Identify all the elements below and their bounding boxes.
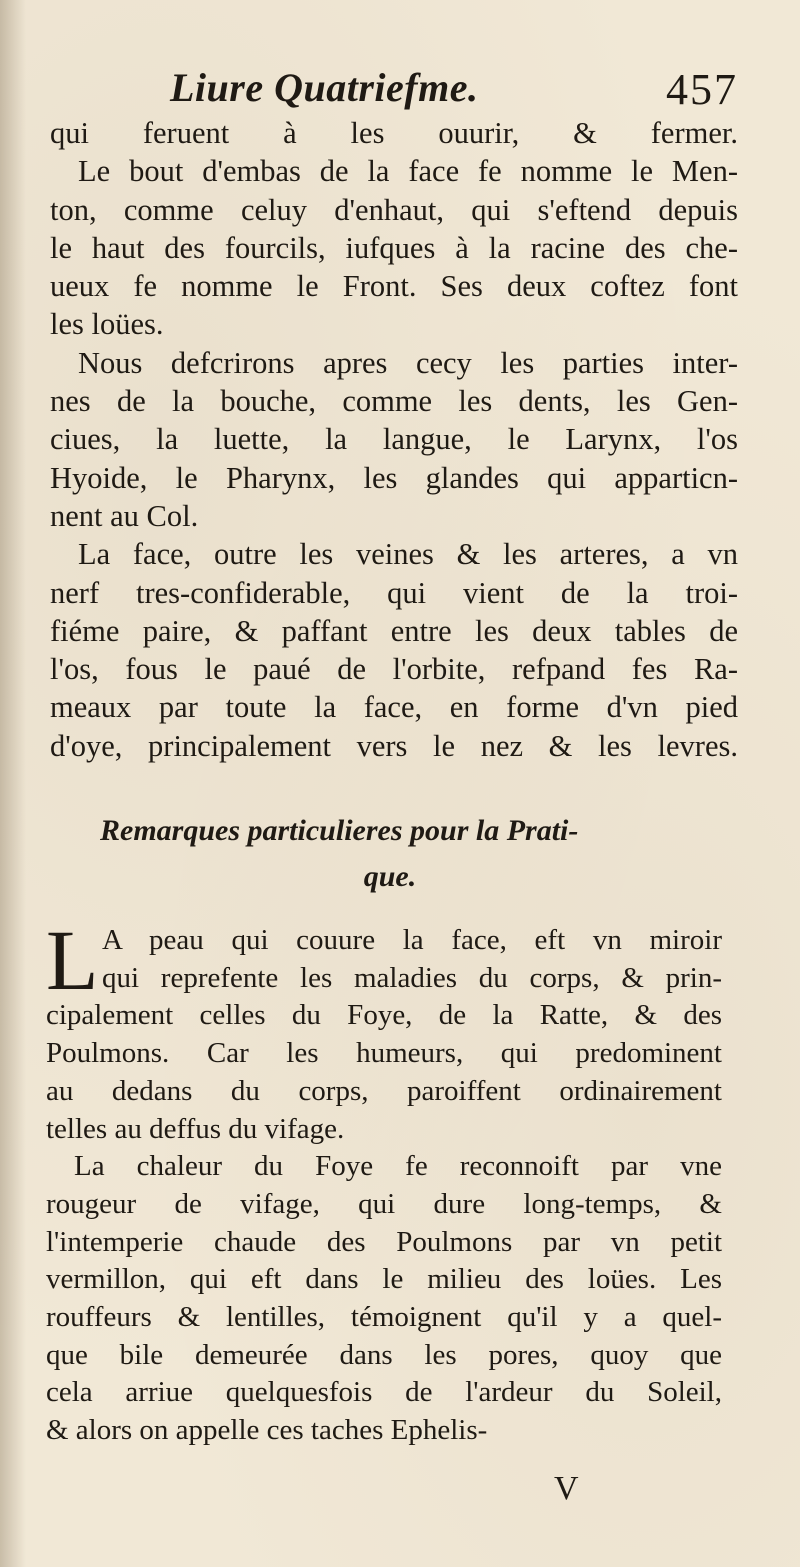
text-line: nes de la bouche, comme les dents, les Gen- [50,384,738,419]
text-line: ton, comme celuy d'enhaut, qui s'eftend depuis [50,192,738,227]
text-line: Le bout d'embas de la face fe nomme le Men- [78,154,738,189]
text-line: La face, outre les veines & les arteres, a vn [78,537,738,572]
text-line: que bile demeurée dans les pores, quoy que [46,1338,722,1371]
text-line: fiéme paire, & paffant entre les deux tables de [50,613,738,648]
gutter-shadow [0,0,26,1567]
text-line: rouffeurs & lentilles, témoignent qu'il y a quel- [46,1301,722,1334]
text-line: d'oye, principalement vers le nez & les levres. [50,728,738,763]
text-line: qui reprefente les maladies du corps, & prin- [102,961,722,994]
section-heading [100,808,660,900]
text-line: & alors on appelle ces taches Ephelis- [46,1414,488,1447]
text-line: ciues, la luette, la langue, le Larynx, l'os [50,422,738,457]
text-line: les loües. [50,307,164,342]
text-line: l'intemperie chaude des Poulmons par vn petit [46,1225,722,1258]
text-line: nerf tres-confiderable, qui vient de la troi- [50,575,738,610]
text-line: Poulmons. Car les humeurs, qui predominent [46,1037,722,1070]
text-line: nent au Col. [50,498,199,533]
text-line: vermillon, qui eft dans le milieu des loües. Les [46,1263,722,1296]
text-line: cipalement celles du Foye, de la Ratte, & des [46,999,722,1032]
text-line: Nous defcrirons apres cecy les parties inter- [78,345,738,380]
page-number: 457 [666,65,738,114]
text-line: l'os, fous le paué de l'orbite, refpand fes Ra- [50,652,738,687]
page-header [52,60,740,120]
text-line: Hyoide, le Pharynx, les glandes qui apparticn- [50,460,738,495]
remarks-text [46,912,722,1450]
text-line: La chaleur du Foye fe reconnoift par vne [74,1150,722,1183]
text-line: meaux par toute la face, en forme d'vn pied [50,690,738,725]
text-line: ueux fe nomme le Front. Ses deux coftez font [50,269,738,304]
text-line: au dedans du corps, paroiffent ordinairement [46,1074,722,1107]
section-heading-line: Remarques particulieres pour la Prati- [100,814,579,847]
text-line: rougeur de vifage, qui dure long-temps, & [46,1187,722,1220]
text-line: cela arriue quelquesfois de l'ardeur du Soleil, [46,1376,722,1409]
section-heading-line: que. [363,860,417,893]
drop-cap: L [46,912,99,1008]
body-text [50,114,738,765]
text-line: le haut des fourcils, iufques à la racine des che- [50,230,738,265]
text-line: qui feruent à les ouurir, & fermer. [50,116,738,150]
running-head: Liure Quatriefme. [170,65,479,110]
text-line: A peau qui couure la face, eft vn miroir [102,924,722,956]
signature-mark: V [554,1470,579,1507]
text-line: telles au deffus du vifage. [46,1112,345,1145]
